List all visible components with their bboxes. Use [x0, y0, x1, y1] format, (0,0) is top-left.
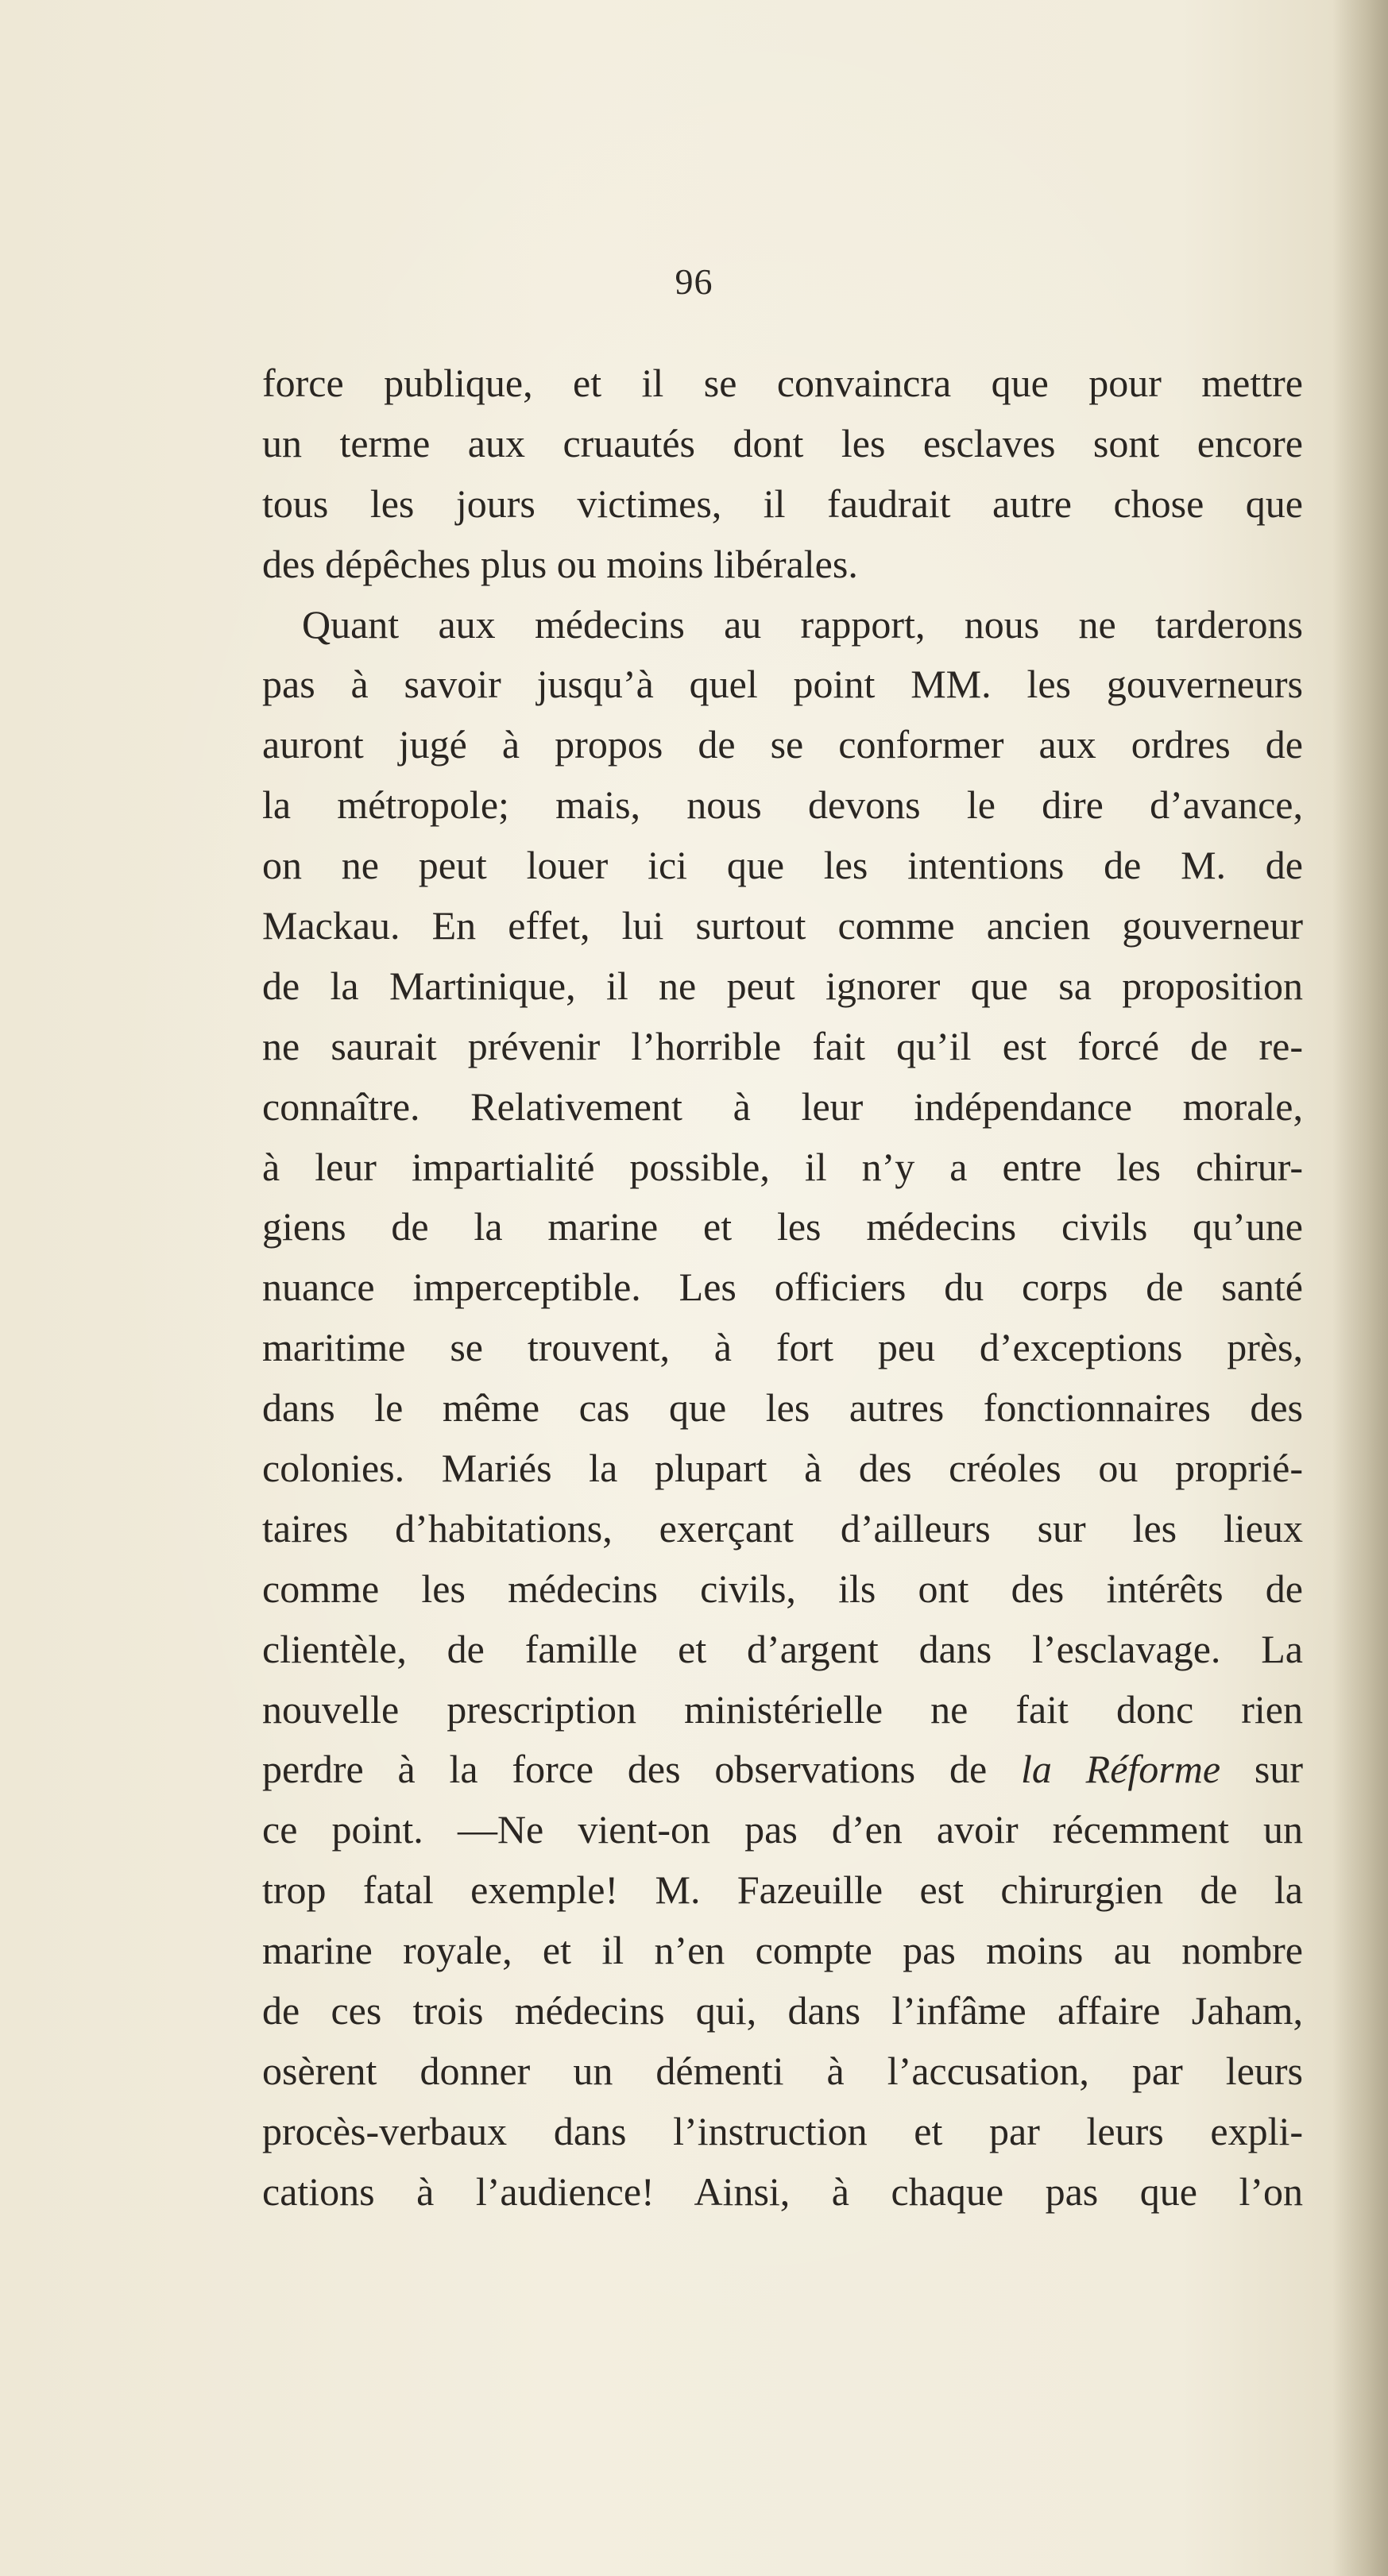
text-line: nouvelle prescription ministérielle ne fait donc rien	[262, 1686, 1303, 1732]
text-line: comme les médecins civils, ils ont des intérêts de	[262, 1566, 1303, 1611]
text-line: tous les jours victimes, il faudrait autre chose que	[262, 481, 1303, 526]
body-text	[262, 353, 1303, 2223]
text-line: cations à l’audience! Ainsi, à chaque pas que l’on	[262, 2169, 1303, 2214]
page-edge-shadow	[1332, 0, 1388, 2576]
text-line: des dépêches plus ou moins libérales.	[262, 541, 858, 586]
text-line: à leur impartialité possible, il n’y a entre les chirur-	[262, 1144, 1303, 1189]
text-line: giens de la marine et les médecins civils qu’une	[262, 1204, 1303, 1249]
text-line: ce point. —Ne vient-on pas d’en avoir récemment un	[262, 1807, 1303, 1852]
text-line: nuance imperceptible. Les officiers du corps de santé	[262, 1265, 1303, 1310]
text-line: maritime se trouvent, à fort peu d’exceptions près,	[262, 1325, 1303, 1370]
page-number: 96	[675, 261, 713, 302]
text-line: taires d’habitations, exerçant d’ailleurs sur les lieux	[262, 1505, 1303, 1551]
text-line: de la Martinique, il ne peut ignorer que sa proposition	[262, 963, 1303, 1008]
text-line: marine royale, et il n’en compte pas moins au nombre	[262, 1928, 1303, 1973]
text-line: colonies. Mariés la plupart à des créoles ou proprié-	[262, 1446, 1303, 1491]
text-segment: sur	[1220, 1747, 1304, 1792]
text-line-with-italic	[262, 1740, 1303, 1800]
text-line: ne saurait prévenir l’horrible fait qu’il est forcé de re-	[262, 1023, 1303, 1068]
text-line: pas à savoir jusqu’à quel point MM. les gouverneurs	[262, 662, 1303, 707]
text-line: auront jugé à propos de se conformer aux ordres de	[262, 722, 1303, 767]
text-line: trop fatal exemple! M. Fazeuille est chirurgien de la	[262, 1867, 1303, 1913]
text-line: clientèle, de famille et d’argent dans l’esclavage. La	[262, 1626, 1303, 1671]
text-line: osèrent donner un démenti à l’accusation, par leurs	[262, 2048, 1303, 2093]
text-line: la métropole; mais, nous devons le dire d’avance,	[262, 782, 1303, 828]
text-line: force publique, et il se convaincra que pour mettre	[262, 361, 1303, 405]
paragraph-start-line: Quant aux médecins au rapport, nous ne tarderons	[302, 601, 1303, 647]
text-line: dans le même cas que les autres fonctionnaires des	[262, 1385, 1303, 1431]
text-line: procès-verbaux dans l’instruction et par leurs expli-	[262, 2108, 1303, 2153]
text-line: un terme aux cruautés dont les esclaves sont encore	[262, 420, 1303, 465]
text-line: on ne peut louer ici que les intentions de M. de	[262, 843, 1303, 888]
text-line: Mackau. En effet, lui surtout comme ancien gouverneur	[262, 903, 1303, 948]
text-line: de ces trois médecins qui, dans l’infâme affaire Jaham,	[262, 1988, 1303, 2033]
text-segment: perdre à la force des observations de	[262, 1747, 1021, 1792]
italic-title: la Réforme	[1020, 1747, 1221, 1792]
text-line: connaître. Relativement à leur indépendance morale,	[262, 1083, 1303, 1129]
